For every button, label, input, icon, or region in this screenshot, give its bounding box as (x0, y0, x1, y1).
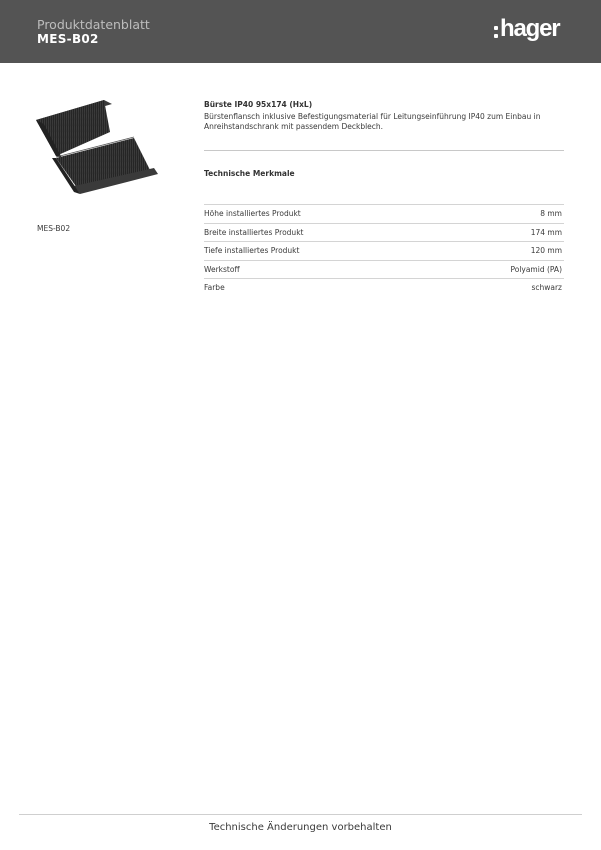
product-code-heading: MES-B02 (37, 32, 99, 46)
spec-value: Polyamid (PA) (510, 264, 562, 274)
logo-dots-icon (494, 26, 498, 40)
spec-label: Farbe (204, 283, 225, 292)
spec-row (204, 204, 564, 223)
spec-label: Breite installiertes Produkt (204, 227, 304, 237)
logo-wordmark: hager (500, 15, 560, 42)
page-header (0, 0, 601, 63)
spec-value: schwarz (531, 283, 562, 292)
spec-value: 8 mm (540, 209, 562, 218)
product-description: Bürstenflansch inklusive Befestigungsmaterial für Leitungseinführung IP40 zum Einbau in Anreihstandschrank mit passendem Deckblech. (204, 112, 541, 131)
spec-table (204, 204, 564, 297)
spec-label: Werkstoff (204, 264, 240, 274)
spec-label: Tiefe installiertes Produkt (204, 246, 300, 255)
footer-divider (19, 814, 582, 815)
spec-value: 120 mm (530, 246, 562, 255)
spec-value: 174 mm (530, 227, 562, 237)
hager-logo (494, 17, 568, 45)
section-title: Technische Merkmale (204, 169, 295, 178)
footer-note: Technische Änderungen vorbehalten (209, 822, 392, 833)
spec-row (204, 223, 564, 242)
spec-row (204, 241, 564, 260)
product-title: Bürste IP40 95x174 (HxL) (204, 100, 313, 109)
section-divider (204, 150, 564, 151)
product-image (34, 96, 160, 196)
spec-row (204, 260, 564, 279)
spec-row (204, 278, 564, 297)
spec-label: Höhe installiertes Produkt (204, 209, 301, 218)
image-caption: MES-B02 (37, 224, 71, 233)
document-type: Produktdatenblatt (37, 17, 150, 32)
